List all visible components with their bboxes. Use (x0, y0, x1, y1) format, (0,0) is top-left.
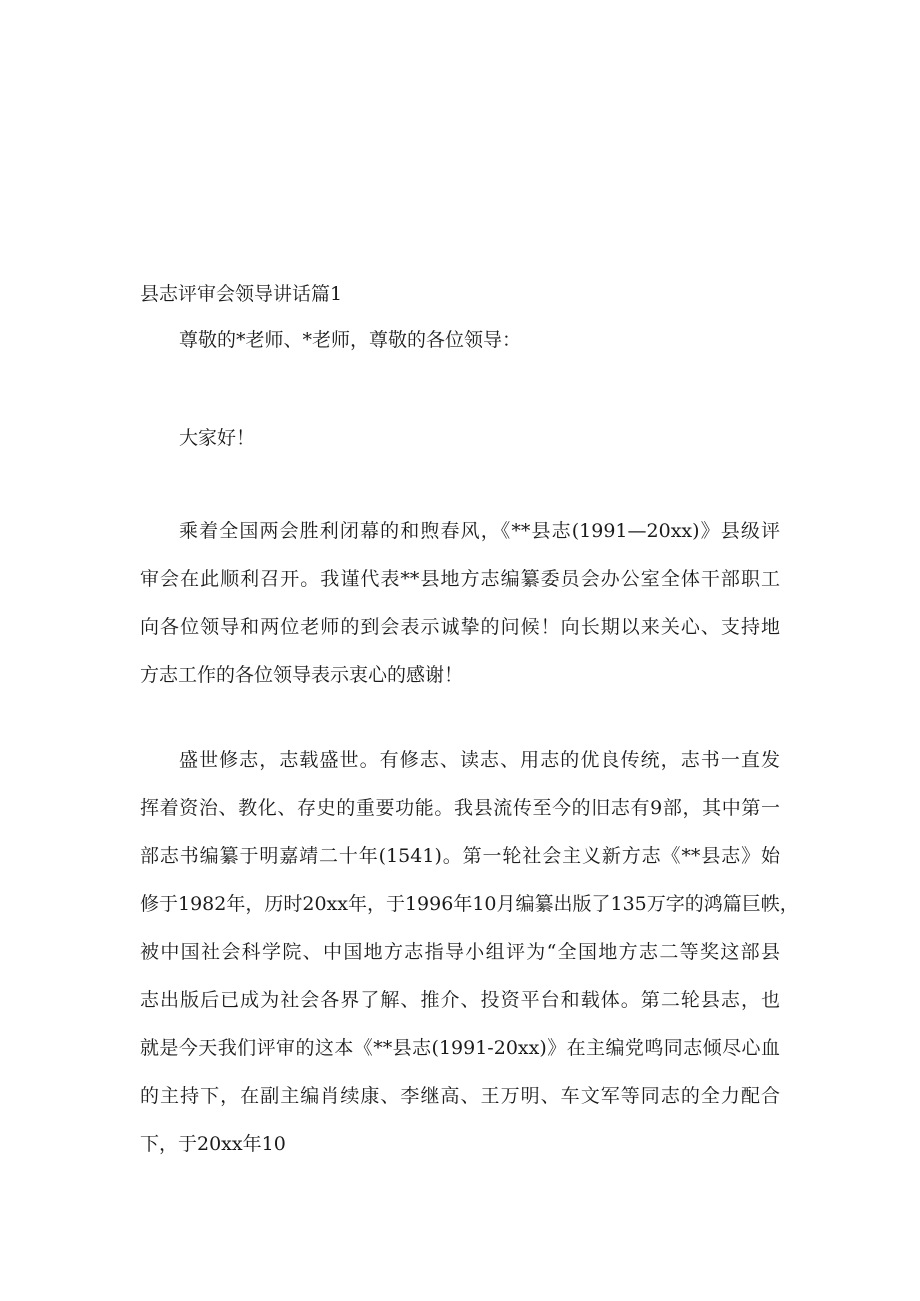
paragraph-line: 被中国社会科学院、中国地方志指导小组评为“全国地方志二等奖这部县 (140, 941, 780, 963)
paragraph-line: 修于1982年，历时20xx年，于1996年10月编纂出版了135万字的鸿篇巨帙， (140, 893, 799, 915)
paragraph-line: 乘着全国两会胜利闭幕的和煦春风，《**县志(1991—20xx)》县级评 (179, 520, 780, 542)
paragraph-history (140, 736, 799, 1168)
paragraph-line: 部志书编纂于明嘉靖二十年(1541)。第一轮社会主义新方志《**县志》始 (140, 845, 780, 867)
paragraph-line: 志出版后已成为社会各界了解、推介、投资平台和载体。第二轮县志，也 (140, 989, 780, 1011)
paragraph-line: 盛世修志，志载盛世。有修志、读志、用志的优良传统，志书一直发 (179, 749, 780, 771)
paragraph-line: 方志工作的各位领导表示衷心的感谢！ (140, 664, 464, 686)
paragraph-line: 审会在此顺利召开。我谨代表**县地方志编纂委员会办公室全体干部职工 (140, 568, 780, 590)
paragraph-line: 挥着资治、教化、存史的重要功能。我县流传至今的旧志有9部，其中第一 (140, 797, 780, 819)
salutation-line: 尊敬的*老师、*老师，尊敬的各位领导： (179, 329, 522, 351)
greeting-line: 大家好！ (179, 427, 256, 449)
paragraph-line: 向各位领导和两位老师的到会表示诚挚的问候！向长期以来关心、支持地 (140, 616, 780, 638)
document-title: 县志评审会领导讲话篇1 (140, 283, 343, 305)
paragraph-line: 的主持下，在副主编肖续康、李继高、王万明、车文军等同志的全力配合 (140, 1085, 780, 1107)
paragraph-opening (140, 507, 780, 699)
paragraph-line: 就是今天我们评审的这本《**县志(1991-20xx)》在主编党鸣同志倾尽心血 (140, 1037, 780, 1059)
paragraph-line: 下，于20xx年10 (140, 1133, 286, 1155)
